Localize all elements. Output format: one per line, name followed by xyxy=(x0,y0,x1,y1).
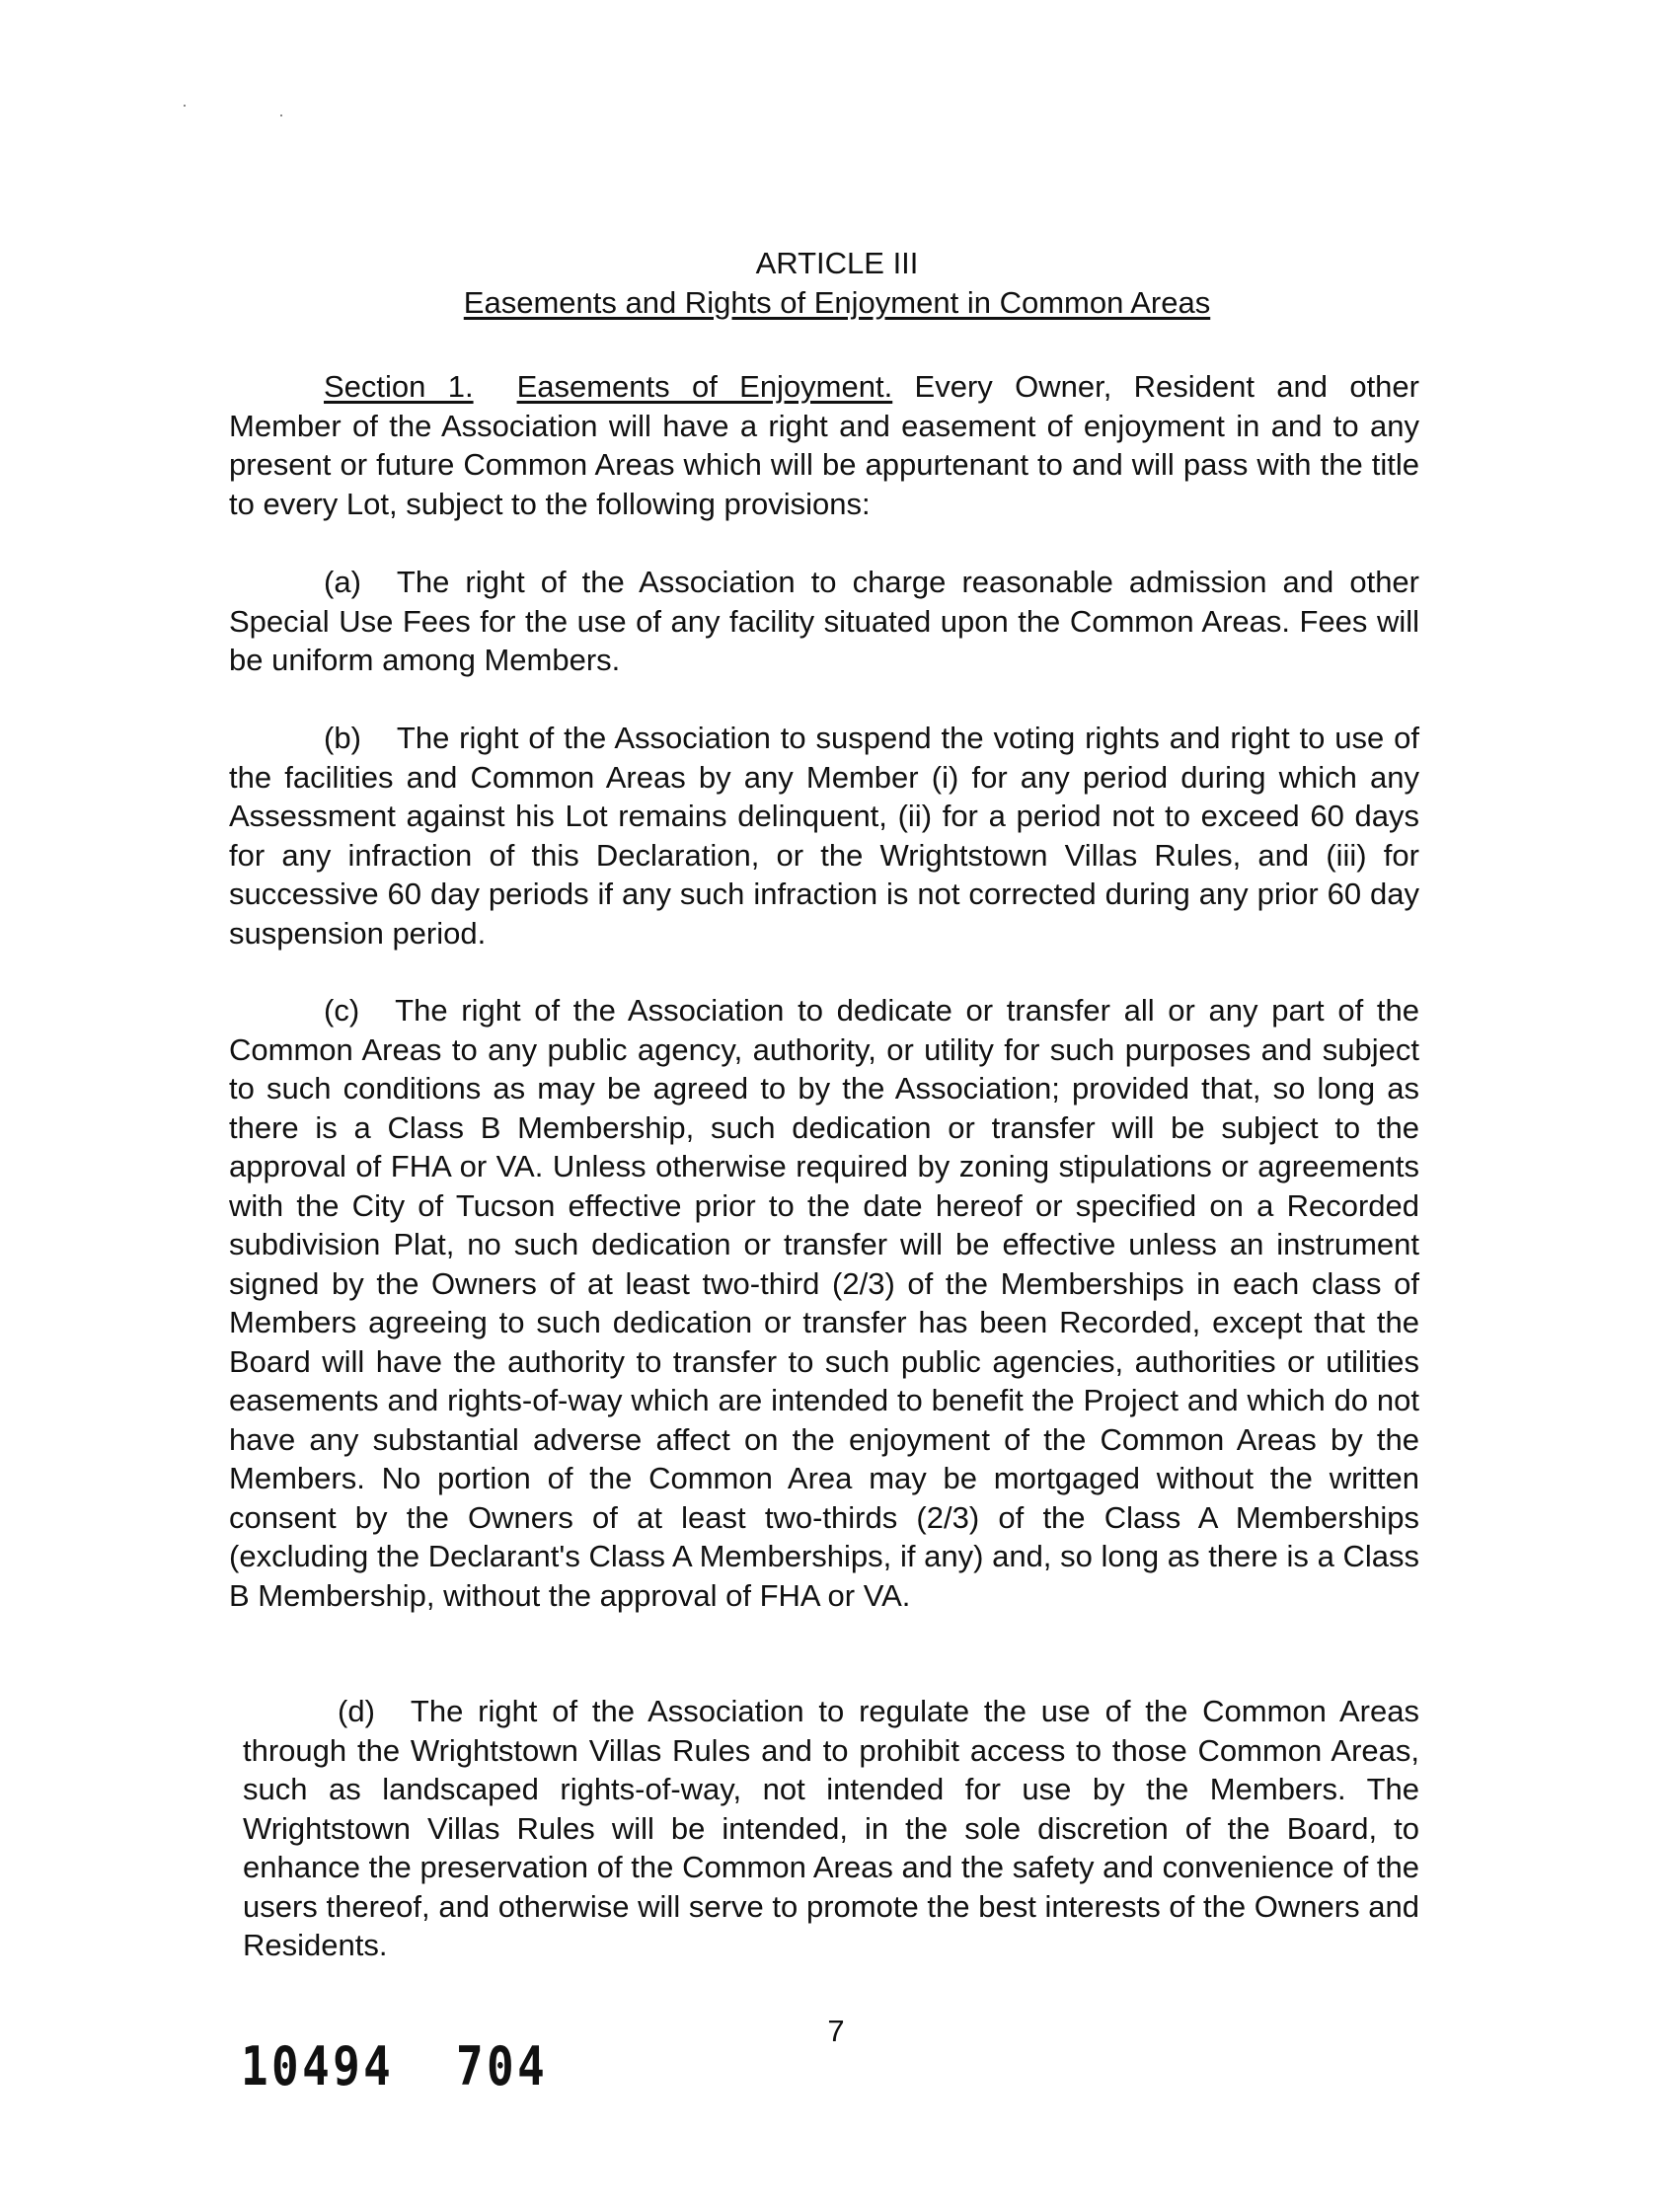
article-subheading xyxy=(0,284,1674,322)
provision-text: The right of the Association to dedicate or transfer all or any part of the Common Areas to any public agency, authority, or utility for such purposes and subject to such conditions as may be agreed to by the Association; provided that, so long as there is a Class B Membership, such dedication or transfer will be subject to the approval of FHA or VA. Unless otherwise required by zoning stipulations or agreements with the City of Tucson effective prior to the date hereof or specified on a Recorded subdivision Plat, no such dedication or transfer will be effective unless an instrument signed by the Owners of at least two-third (2/3) of the Memberships in each class of Members agreeing to such dedication or transfer has been Recorded, except that the Board will have the authority to transfer to such public agencies, authorities or utilities easements and rights-of-way which are intended to benefit the Project and which do not have any substantial adverse affect on the enjoyment of the Common Areas by the Members. No portion of the Common Area may be mortgaged without the written consent by the Owners of at least two-thirds (2/3) of the Class A Memberships (excluding the Declarant's Class A Memberships, if any) and, so long as there is a Class B Membership, without the approval of FHA or VA. xyxy=(229,993,1419,1613)
provision-a xyxy=(229,563,1419,680)
provision-c xyxy=(229,991,1419,1615)
provision-d xyxy=(243,1692,1419,1965)
provision-b xyxy=(229,719,1419,953)
page-number: 7 xyxy=(827,2014,845,2048)
recording-page-number: 704 xyxy=(456,2035,549,2098)
section-body: Every Owner, Resident and other Member of the Association will have a right and easement of enjoyment in and to any present or future Common Areas which will be appurtenant to and will pass with the title to every Lot, subject to the following provisions: xyxy=(229,369,1419,521)
provision-label: (c) xyxy=(324,993,360,1028)
article-subheading-text: Easements and Rights of Enjoyment in Common Areas xyxy=(463,285,1211,320)
scan-speck xyxy=(280,114,282,116)
provision-label: (d) xyxy=(338,1694,375,1728)
provision-text: The right of the Association to suspend the voting rights and right to use of the facilities and Common Areas by any Member (i) for any period during which any Assessment against his Lot remains delinquent, (ii) for a period not to exceed 60 days for any infraction of this Declaration, or the Wrightstown Villas Rules, and (iii) for successive 60 day periods if any such infraction is not corrected during any prior 60 day suspension period. xyxy=(229,721,1419,951)
provision-text: The right of the Association to charge reasonable admission and other Special Use Fees for the use of any facility situated upon the Common Areas. Fees will be uniform among Members. xyxy=(229,565,1419,677)
section-title: Easements of Enjoyment. xyxy=(516,369,893,404)
scan-speck xyxy=(184,105,186,107)
section-1-paragraph xyxy=(229,367,1419,523)
provision-text: The right of the Association to regulate the use of the Common Areas through the Wrightstown Villas Rules and to prohibit access to those Common Areas, such as landscaped rights-of-way, not intended for use by the Members. The Wrightstown Villas Rules will be intended, in the sole discretion of the Board, to enhance the preservation of the Common Areas and the safety and convenience of the users thereof, and otherwise will serve to promote the best interests of the Owners and Residents. xyxy=(243,1694,1419,1962)
article-heading: ARTICLE III xyxy=(755,246,919,280)
recording-book-number: 10494 xyxy=(241,2035,395,2098)
provision-label: (b) xyxy=(324,721,361,755)
section-label: Section 1. xyxy=(324,369,474,404)
provision-label: (a) xyxy=(324,565,361,599)
